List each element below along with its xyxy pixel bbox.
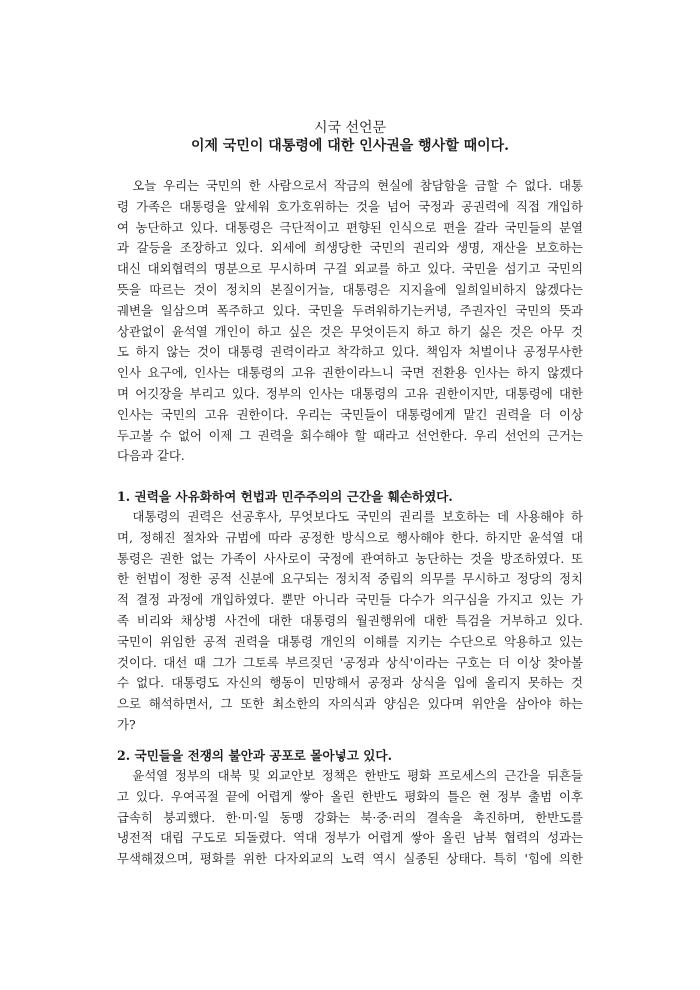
paragraph-line: 급속히 붕괴했다. 한·미·일 동맹 강화는 북·중·러의 결속을 촉진하며, 한반도를 <box>117 809 583 825</box>
paragraph-line: 오늘 우리는 국민의 한 사람으로서 작금의 현실에 참담함을 금할 수 없다. 대통 <box>117 178 583 193</box>
paragraph-line: 다음과 같다. <box>117 448 185 464</box>
paragraph-line: 궤변을 일삼으며 폭주하고 있다. 국민을 두려워하기는커녕, 주권자인 국민의 뜻과 <box>117 302 583 318</box>
paragraph-line: 두고볼 수 없어 이제 그 권력을 회수해야 할 때라고 선언한다. 우리 선언의 근거는 <box>117 427 583 443</box>
paragraph-line: 도 하지 않는 것이 대통령 권력이라고 착각하고 있다. 책임자 처벌이나 공정무사한 <box>117 344 583 360</box>
paragraph-line: 국민이 위임한 공적 권력을 대통령 개인의 이해를 지키는 수단으로 악용하고 있는 <box>117 633 583 649</box>
paragraph-line: 대신 대외협력의 명분으로 무시하며 구걸 외교를 하고 있다. 국민을 섬기고 국민의 <box>117 261 583 277</box>
paragraph-line: 령 가족은 대통령을 앞세워 호가호위하는 것을 넘어 국정과 공권력에 직접 개입하 <box>117 198 583 214</box>
section-2-paragraph <box>117 766 583 870</box>
paragraph-line: 며, 정해진 절차와 규범에 따라 공정한 방식으로 행사해야 한다. 하지만 윤석열 대 <box>117 529 583 545</box>
paragraph-line: 가? <box>117 716 136 732</box>
document-title: 시국 선언문 <box>313 120 387 136</box>
section-1-paragraph <box>117 507 583 736</box>
paragraph-line: 수 없다. 대통령도 자신의 행동이 민망해서 공정과 상식을 입에 올리지 못하는 것 <box>117 675 583 691</box>
paragraph-line: 한 헌법이 정한 공적 신분에 요구되는 정치적 중립의 의무를 무시하고 정당의 정치 <box>117 571 583 587</box>
paragraph-line: 뜻을 따르는 것이 정치의 본질이거늘, 대통령은 지지율에 일희일비하지 않겠다는 <box>117 281 583 297</box>
paragraph-line: 인사 요구에, 인사는 대통령의 고유 권한이라느니 국면 전환용 인사는 하지 않겠다 <box>117 365 583 381</box>
paragraph-line: 통령은 권한 없는 가족이 사사로이 국정에 관여하고 농단하는 것을 방조하였다. 또 <box>117 550 583 566</box>
paragraph-line: 고 있다. 우여곡절 끝에 어렵게 쌓아 올린 한반도 평화의 틀은 현 정부 출범 이후 <box>117 788 583 804</box>
paragraph-line: 냉전적 대립 구도로 되돌렸다. 역대 정부가 어렵게 쌓아 올린 남북 협력의 성과는 <box>117 830 583 846</box>
paragraph-line: 대통령의 권력은 선공후사, 무엇보다도 국민의 권리를 보호하는 데 사용해야 하 <box>117 509 583 524</box>
section-heading-2: 2. 국민들을 전쟁의 불안과 공포로 몰아넣고 있다. <box>117 748 392 763</box>
paragraph-line: 인사는 국민의 고유 권한이다. 우리는 국민들이 대통령에게 맡긴 권력을 더 이상 <box>117 406 583 422</box>
section-heading-1: 1. 권력을 사유화하여 헌법과 민주주의의 근간을 훼손하였다. <box>117 489 453 504</box>
intro-paragraph <box>117 176 583 467</box>
paragraph-line: 무색해졌으며, 평화를 위한 다자외교의 노력 역시 실종된 상태다. 특히 '힘에 의한 <box>117 851 583 867</box>
paragraph-line: 족 비리와 채상병 사건에 대한 대통령의 월권행위에 대한 특검을 거부하고 있다. <box>117 612 583 628</box>
document-subtitle: 이제 국민이 대통령에 대한 인사권을 행사할 때이다. <box>190 138 510 154</box>
paragraph-line: 적 결정 과정에 개입하였다. 뿐만 아니라 국민들 다수가 의구심을 가지고 있는 가 <box>117 592 583 608</box>
paragraph-line: 여 농단하고 있다. 대통령은 극단적이고 편향된 인식으로 편을 갈라 국민들의 분열 <box>117 219 583 235</box>
paragraph-line: 과 갈등을 조장하고 있다. 외세에 희생당한 국민의 권리와 생명, 재산을 보호하는 <box>117 240 583 256</box>
paragraph-line: 며 어깃장을 부리고 있다. 정부의 인사는 대통령의 고유 권한이지만, 대통령에 대한 <box>117 385 583 401</box>
paragraph-line: 것이다. 대선 때 그가 그토록 부르짖던 '공정과 상식'이라는 구호는 더 이상 찾아볼 <box>117 654 583 670</box>
paragraph-line: 으로 해석하면서, 그 또한 최소한의 자의식과 양심은 있다며 위안을 삼아야 하는 <box>117 696 583 712</box>
paragraph-line: 상관없이 윤석열 개인이 하고 싶은 것은 무엇이든지 하고 하기 싫은 것은 아무 것 <box>117 323 583 339</box>
paragraph-line: 윤석열 정부의 대북 및 외교안보 정책은 한반도 평화 프로세스의 근간을 뒤흔들 <box>117 768 583 783</box>
